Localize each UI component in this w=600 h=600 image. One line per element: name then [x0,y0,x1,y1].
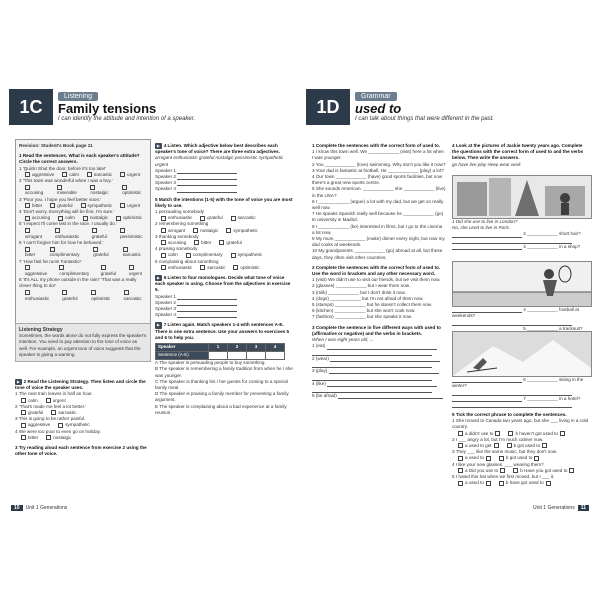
s3-options[interactable]: aggressive sympathetic [15,422,149,428]
strategy-title: Listening Strategy [19,327,63,333]
q8-options[interactable]: enthusiastic grateful optimistic sarcastic [19,290,147,302]
speaker-line: Speaker 3 [155,180,293,186]
speaker-line: Speaker 1 [155,168,293,174]
picture-answers-2: 4 ____________ football at weekends? 5 ____________ a tracksuit? [452,307,583,331]
picture-answers-3: 6 ____________ skiing in the winter? 7 ____________ in a hotel? 5 Tick the correct phrase to complete the sentences. 1 She moved to Canada two years ago, but she ___ living in a cold country. a didn't use to b haven't got used to 2 I ___ angry a lot, but I'm much calmer now. a used to get b got used to 3 They ___ like the same music, but they don't now. a used to b got used to 4 I like your new glasses. ___ wearing them? a Did you use to b Have you got used to 5 I hated this hat when we first moved, but I ___ it. a used to b have got used to [452,377,589,486]
unit-badge: 1C [9,89,53,125]
right-page [300,83,597,515]
grammar-exercises: 1 Complete the sentences with the correct form of used to. 1 I know this town well. We ____________ (visit) here a lot when I was younger. 2 You ____________ (love) swimming. Why don't you like it now? 3 Your dad is fantastic at football. He ____________ (play) a lot? 4 Our town ____________ (have) good sports facilities, but now there's a great new sports centre. 5 She sounds American. ____________ she ____________ (live) in the USA? 6 I ____________ (argue) a lot with my dad, but we get on really well now. 7 He speaks Spanish really well because he ____________ (go) to university in Madrid. 8 I ____________ (be) interested in films, but I go to the cinema a lot now. 9 My mum ____________ (make) dinner every night, but now my dad cooks at weekends. 10 My grandparents ____________ (go) abroad at all, but these days, they often visit other countries. 2 Complete the sentences with the correct form of used to. Use the word in brackets and any other necessary word. 1 (visit) We didn't use to visit our friends, but we visit them now. 2 (glasses) ____________ but I wear them now. 3 (milk) ____________ but I don't drink it now. 4 (dogs) ____________ but I'm not afraid of them now. 5 (stamps) ____________ but he doesn't collect them now. 6 (kitchen) ____________ but she won't cook now. 7 (fashion) ____________ but she speaks it now. 3 Complete the sentence in five different ways with used to (affirmative or negative) and the verbs in brackets. When I was eight years old, ... 1 (eat) 2 (wear) 3 (play) 4 (like) 5 (be afraid) [312,143,446,398]
lesson-header [300,89,597,125]
s1-options[interactable]: calm urgent [15,398,149,404]
q6: 6 'I can't forgive him for how he behaved.' [19,240,104,246]
answer-table: Speaker 1 2 3 4 Sentence (A-E) [155,343,285,360]
speaker-line: Speaker 4 [155,186,293,192]
right-footer: Unit 1 Generations 11 [533,505,589,511]
q3-options[interactable]: bitter grateful sympathetic urgent [19,203,147,209]
q1-options[interactable]: aggressive calm sarcastic urgent [19,172,147,178]
q7: 7 'How fast he runs! Fantastic!' [19,258,82,264]
picture-exercise: 4 Look at the pictures of Jackie twenty years ago. Complete the questions with the correct form of used to and the verbs below. Then write the answers. go have live play sleep wear work [452,143,584,167]
q7-options[interactable]: aggressive complimentary grateful urgent [19,265,147,277]
illustration-tennis [452,261,592,307]
lesson-objective: I can talk about things that were different in the past. [355,116,495,122]
q5: 5 'I expect I'll come last in the race. I usually do.' [19,221,117,227]
lesson-header [3,89,300,125]
q4: 4 'Don't worry. Everything will be fine, I'm sure.' [19,209,115,215]
speaker-line: Speaker 2 [155,174,293,180]
lesson-title: Family tensions [58,101,157,116]
left-page [3,83,300,515]
s2-options[interactable]: grateful sarcastic [15,410,149,416]
page-number: 11 [578,505,589,511]
exercise-1-instructions: 1 Read the sentences. What is each speaker's attitude? Circle the correct answers. [19,153,140,165]
listening-strategy-box [15,323,151,362]
q1: 1 'Quick! Shut the door, before it's too late!' [19,165,107,171]
lesson-title: used to [355,101,402,116]
exercise-2: ▶ 2 Read the Listening Strategy. Then listen and circle the tone of voice the speaker uses. 1 The next train leaves in half an hour. calm urgent 2 'That's made me feel a lot better.' grateful sarcastic 3 This is going to be rather painful. aggressive sympathetic 4 We were too poor to even go on holiday. bitter nostalgic 3 Try reading aloud each sentence from exercise 2 using the other tone of voice. [15,375,149,457]
picture-answers-1: 1 Did she use to live in London? No, she used to live in Paris. 2 ____________ short hair? 3 ____________ in a shop? [452,219,581,249]
q4-options[interactable]: accusing calm nostalgic optimistic [19,215,147,221]
q5-options[interactable]: arrogant enthusiastic grateful pessimistic [19,228,147,240]
page-number: 10 [11,505,23,511]
illustration-skiing [452,331,592,377]
s4-options[interactable]: bitter nostalgic [15,435,149,441]
q2: 2 'This town was wonderful when I was a boy.' [19,178,113,184]
section-tag: Grammar [355,92,397,101]
revision-label: Revision: Student's Book page 11 [19,143,93,148]
q8: 8 'It's ALL my phone outside in the rain!' 'That was a really clever thing to do!' [19,277,137,289]
unit-badge: 1D [306,89,350,125]
exercises-4-7: ▶ 4 Listen. Which adjective below best describes each speaker's tone of voice? There are three extra adjectives. arrogant enthusiastic grateful nostalgic pessimistic sympathetic urgent Speaker 1 Speaker 2 Speaker 3 Speaker 4 5 Match the intentions (1-5) with the tone of voice you are most likely to use. 1 persuading somebody enthusiastic grateful sarcastic 2 remembering something arrogant nostalgic sympathetic 3 thanking somebody accusing bitter grateful 4 praising somebody calm complimentary sympathetic 5 complaining about something enthusiastic sarcastic optimistic ▶ 6 Listen to four monologues. Decide what tone of voice each speaker is using. Choose from the adjectives in exercise 5. Speaker 1 Speaker 2 Speaker 3 Speaker 4 ▶ 7 Listen again. Match speakers 1-4 with sentences A-E. There is one extra sentence. Use your answers to exercises 5 and 6 to help you. Speaker 1 2 3 4 Sentence (A-E) A The speaker is persuading people to buy something. B The speaker is remembering a family tradition from when he / she was younger. C The speaker is thanking his / her guests for coming to a special family meal. D The speaker is praising a family member for preventing a family argument. E The speaker is complaining about a bad experience at a family reunion. [155,143,293,415]
q2-options[interactable]: accusing miserable nostalgic optimistic [19,184,147,196]
q3: 3 'Poor you. I hope you feel better soon.' [19,196,102,202]
left-footer: 10 Unit 1 Generations [11,505,67,511]
strategy-text: Sometimes, the words alone do not fully express the speaker's intention. You need to pay attention to the tone of voice as well. For example, an urgent tone of voice suggests that the speaker is giving a warning. [19,333,147,357]
revision-box [15,139,151,325]
q6-options[interactable]: bitter complimentary grateful sarcastic [19,246,147,258]
section-tag: Listening [58,92,98,101]
lesson-objective: I can identify the attitude and intention of a speaker. [58,116,196,122]
illustration-paris-street [452,175,592,219]
exercise-3-instructions: 3 Try reading aloud each sentence from exercise 2 using the other tone of voice. [15,445,147,457]
